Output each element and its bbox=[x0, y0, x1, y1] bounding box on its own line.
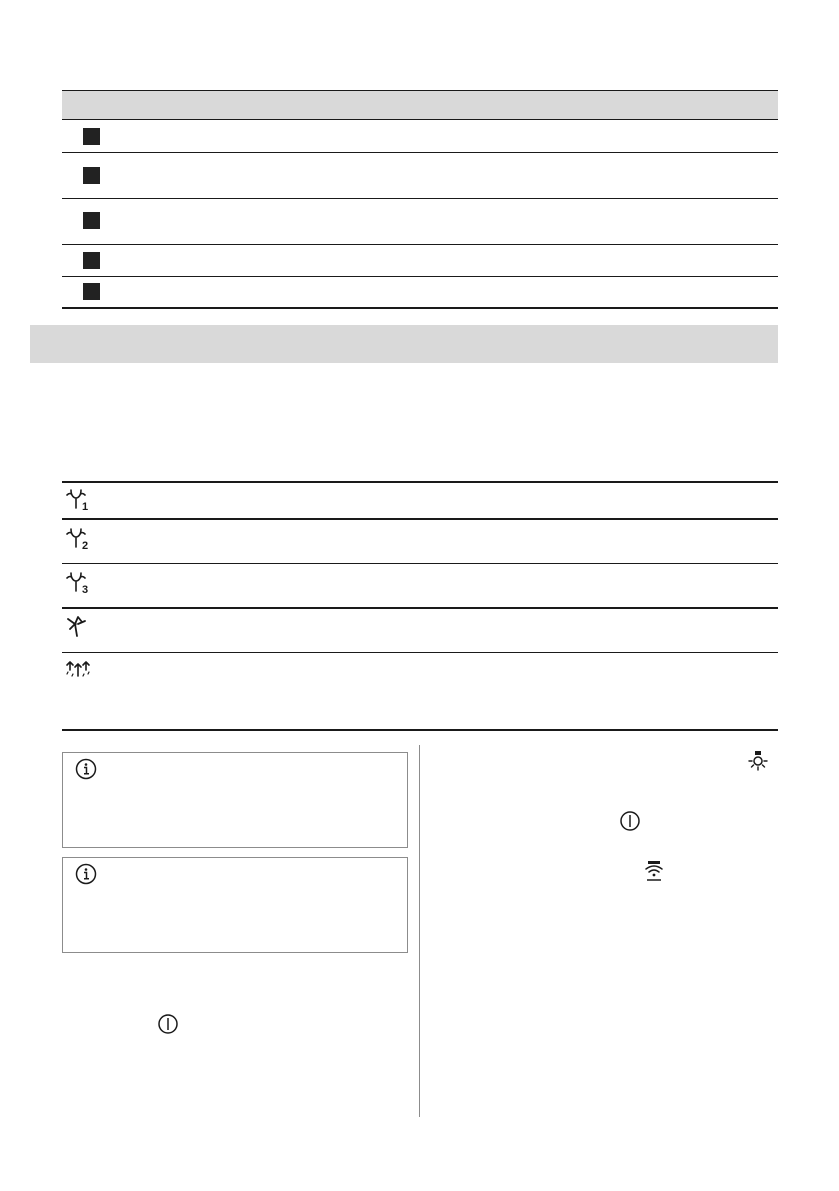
fan-table-bottom-rule bbox=[62, 729, 778, 731]
fan-speed-2-icon bbox=[64, 526, 94, 556]
info-note bbox=[62, 857, 408, 953]
fan-boost-icon bbox=[64, 613, 94, 643]
fan-speed-3-icon bbox=[64, 570, 94, 600]
fan-table-top-rule bbox=[62, 481, 778, 483]
info-icon bbox=[75, 863, 97, 885]
info-icon bbox=[75, 758, 97, 780]
table-divider bbox=[62, 518, 778, 520]
svg-text:1: 1 bbox=[82, 501, 89, 513]
air-extraction-icon bbox=[64, 656, 94, 686]
control-table-row-marker bbox=[83, 128, 100, 145]
svg-text:2: 2 bbox=[82, 540, 89, 552]
fan-speed-1-icon bbox=[64, 487, 94, 517]
svg-text:3: 3 bbox=[82, 584, 89, 596]
table-divider bbox=[62, 276, 778, 277]
column-divider bbox=[419, 745, 420, 1117]
power-icon bbox=[619, 810, 641, 832]
table-divider bbox=[62, 244, 778, 245]
section-heading-bar bbox=[30, 325, 778, 363]
light-icon bbox=[747, 750, 769, 772]
control-table-row-marker bbox=[83, 167, 100, 184]
table-divider bbox=[62, 198, 778, 199]
table-divider bbox=[62, 152, 778, 153]
control-table-row-marker bbox=[83, 252, 100, 269]
table-divider bbox=[62, 652, 778, 653]
hob-hood-connection-icon bbox=[643, 860, 665, 882]
table-divider bbox=[62, 607, 778, 609]
control-table-row-marker bbox=[83, 283, 100, 300]
table-divider bbox=[62, 563, 778, 564]
control-table-header bbox=[62, 90, 778, 120]
control-table-row-marker bbox=[83, 212, 100, 229]
info-note bbox=[62, 752, 408, 848]
table-bottom-rule bbox=[62, 307, 778, 309]
power-icon bbox=[157, 1013, 179, 1035]
